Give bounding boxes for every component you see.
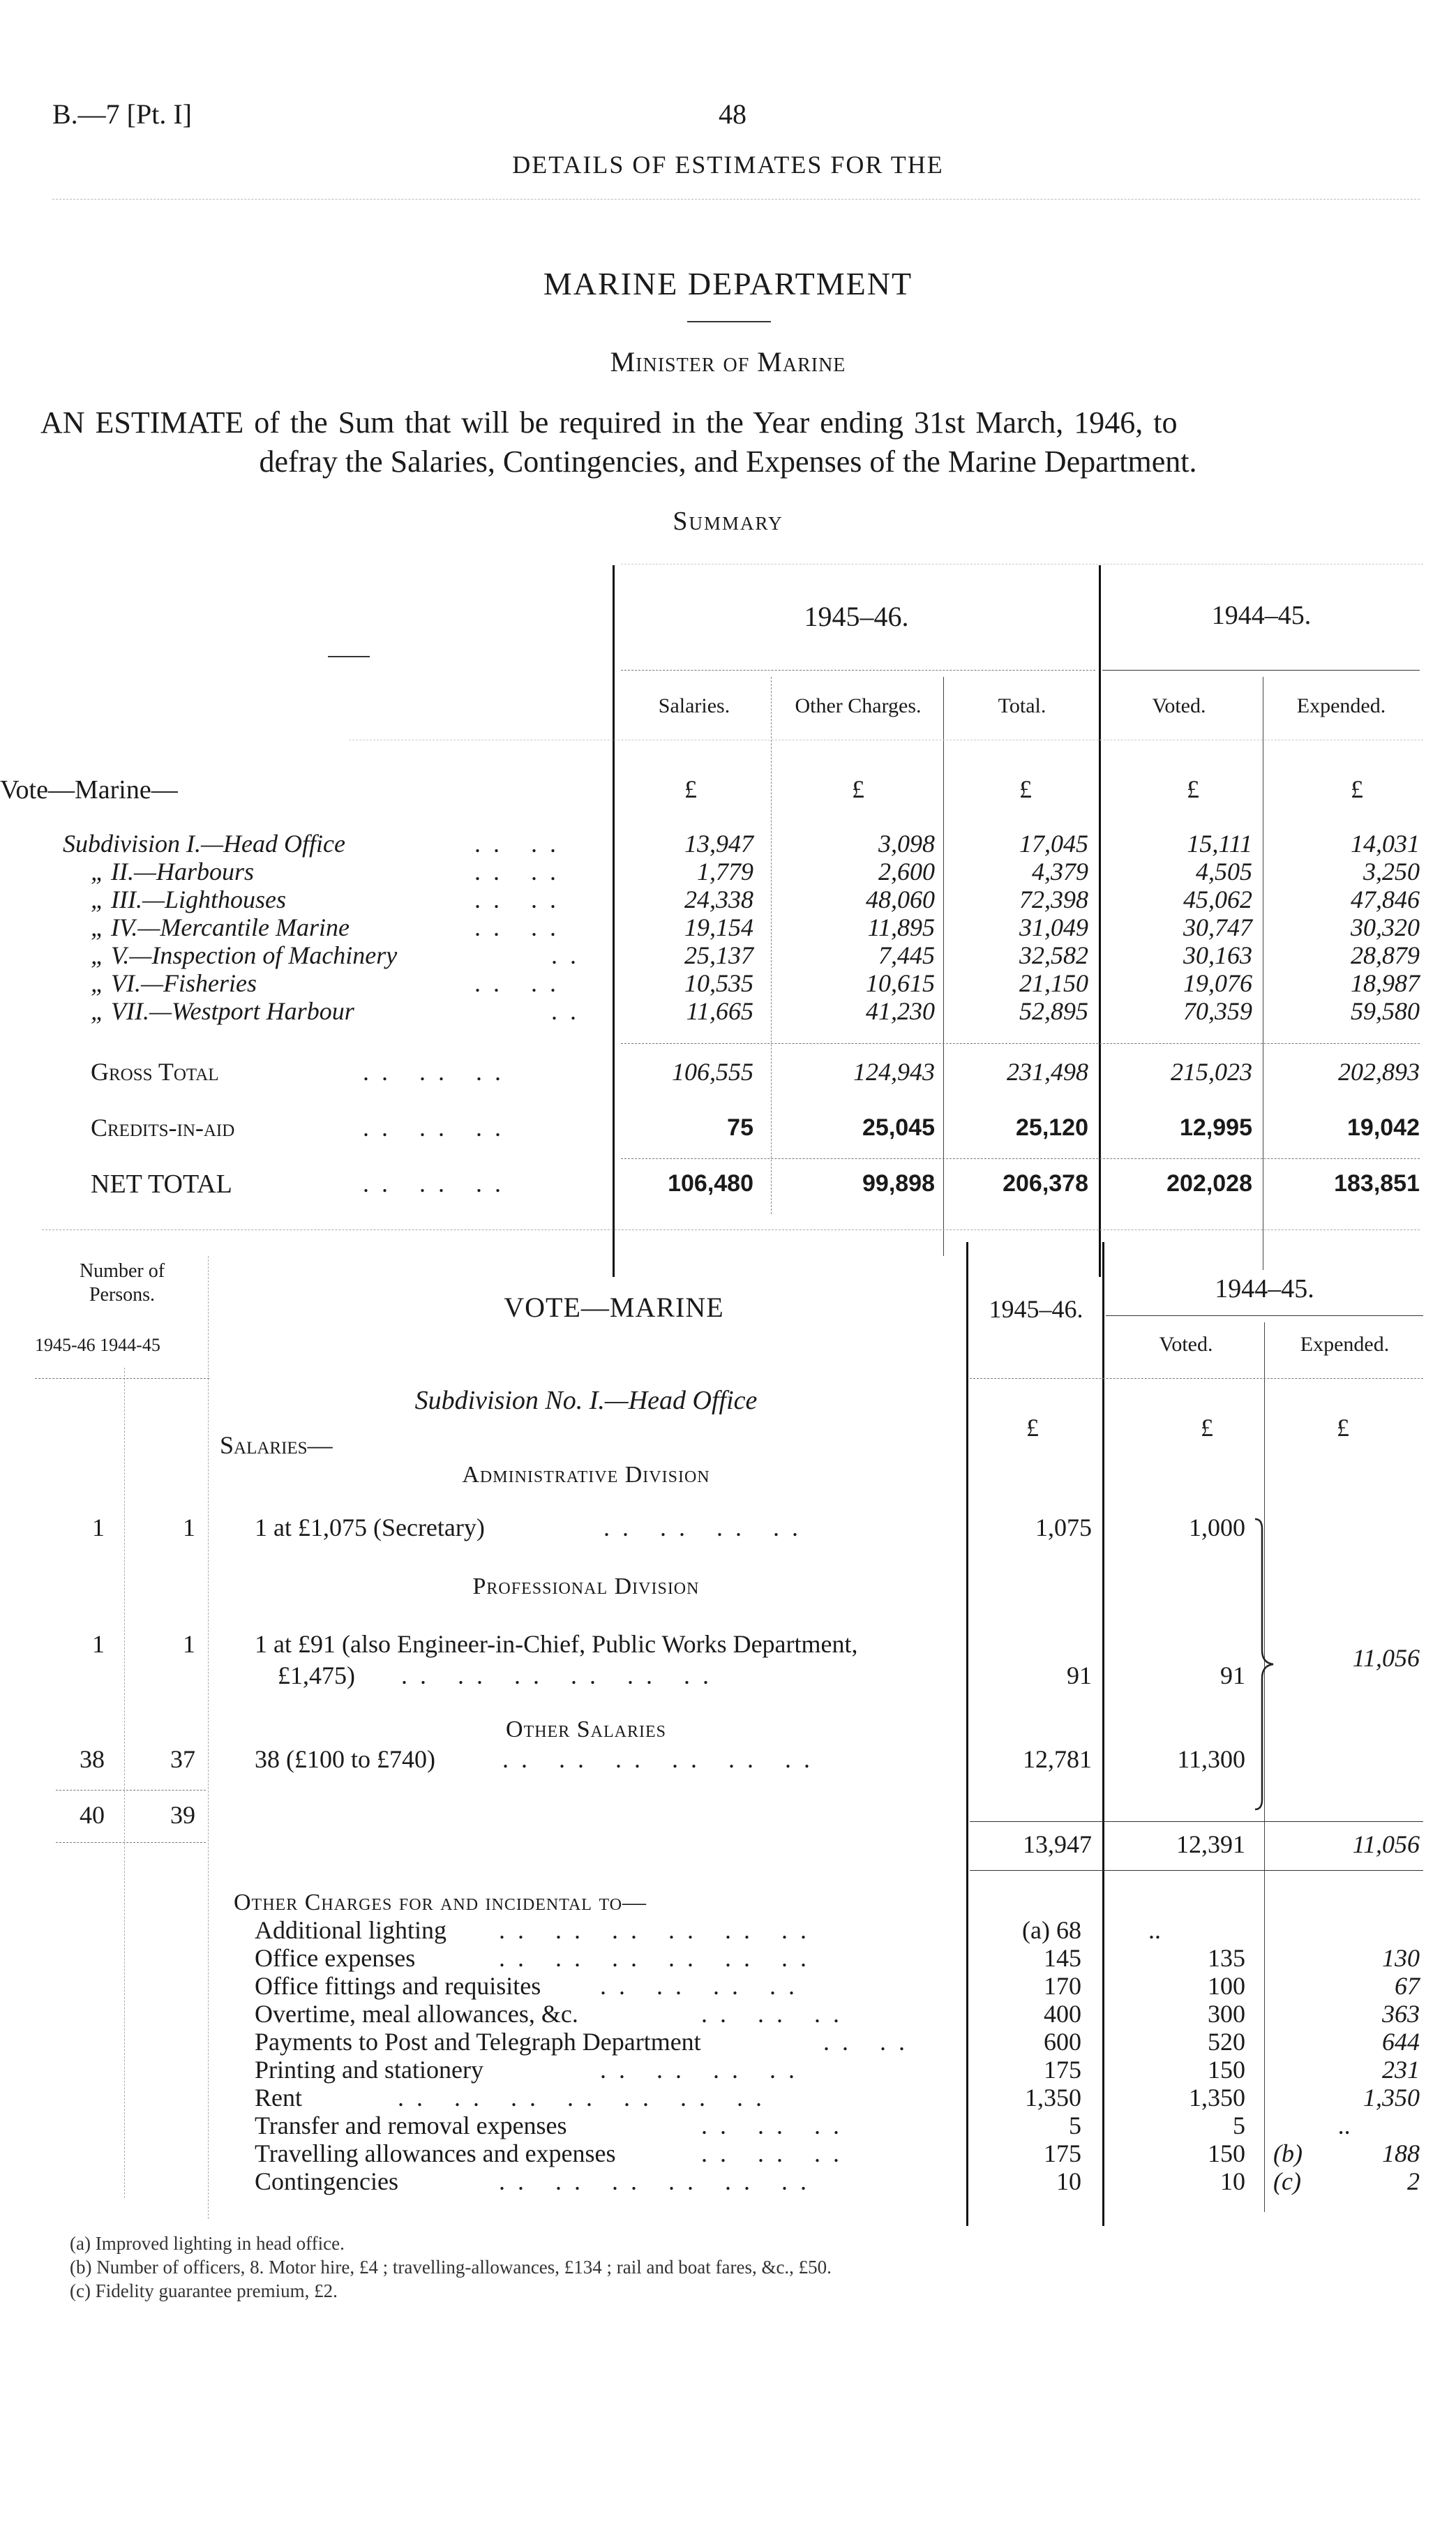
gross-voted: 215,023 — [1171, 1058, 1252, 1086]
summary-row-salaries: 19,154 — [684, 913, 753, 941]
summary-year-current: 1945–46. — [804, 601, 909, 632]
summary-vote-label: Vote—Marine— — [0, 775, 178, 805]
charge-expended: 188 — [1382, 2139, 1420, 2167]
charge-voted: 150 — [1208, 2139, 1245, 2167]
persons-1944: 1 — [183, 1630, 195, 1658]
leader-dots: .. .. .. — [701, 2139, 852, 2167]
leader-dots: .. .. .. .. .. .. — [499, 2167, 819, 2195]
summary-row-label: „ III.—Lighthouses — [91, 885, 287, 913]
summary-row-total: 52,895 — [1019, 997, 1088, 1025]
summary-row-total: 72,398 — [1019, 885, 1088, 913]
summary-col-voted: Voted. — [1152, 694, 1206, 717]
detail-subdivision: Subdivision No. I.—Head Office — [414, 1386, 758, 1415]
charge-label: Overtime, meal allowances, &c. — [255, 2000, 578, 2028]
charge-voted: .. — [1148, 1916, 1161, 1944]
leader-dots: .. .. .. .. .. .. — [499, 1916, 819, 1944]
summary-row-expended: 30,320 — [1351, 913, 1420, 941]
footnote-a: (a) Improved lighting in head office. — [70, 2233, 345, 2254]
charge-label: Office fittings and requisites — [255, 1972, 541, 2000]
charge-voted: 1,350 — [1189, 2084, 1245, 2112]
summary-row-voted: 45,062 — [1183, 885, 1252, 913]
summary-row-voted: 30,747 — [1183, 913, 1252, 941]
credits-other: 25,045 — [862, 1114, 935, 1141]
summary-row-label: „ II.—Harbours — [91, 858, 255, 885]
page-ref: B.—7 [Pt. I] — [52, 98, 192, 130]
persons-1944: 1 — [183, 1514, 195, 1541]
summary-row-label: „ IV.—Mercantile Marine — [91, 913, 350, 941]
gross-label: Gross Total — [91, 1058, 219, 1086]
leader-dots: .. .. .. .. .. .. — [499, 1944, 819, 1972]
detail-vline-mid — [1102, 1242, 1104, 2226]
charge-label: Rent — [255, 2084, 302, 2112]
charge-label: Office expenses — [255, 1944, 416, 1972]
footnote-b: (b) Number of officers, 8. Motor hire, £4 ; travelling-allowances, £134 ; rail and boat fares, &c., £50. — [70, 2257, 832, 2278]
charge-label: Contingencies — [255, 2167, 398, 2195]
summary-row-other: 11,895 — [867, 913, 935, 941]
detail-persons-right — [208, 1256, 209, 2219]
admin-division: Administrative Division — [462, 1462, 710, 1488]
charge-note: (b) — [1273, 2139, 1303, 2167]
persons-1945: 38 — [80, 1745, 105, 1773]
charge-current: 145 — [1044, 1944, 1081, 1972]
title-rule — [687, 321, 771, 322]
charge-current: 600 — [1044, 2028, 1081, 2056]
summary-title: Summary — [673, 507, 783, 536]
leader-dots: .. .. .. — [363, 1169, 513, 1197]
charge-current: 175 — [1044, 2056, 1081, 2084]
charge-label: Printing and stationery — [255, 2056, 483, 2084]
gross-salaries: 106,555 — [672, 1058, 753, 1086]
subtotal-top-rule — [970, 1821, 1423, 1822]
summary-row-total: 17,045 — [1019, 830, 1088, 858]
credits-expended: 19,042 — [1347, 1114, 1420, 1141]
persons-label: Number of Persons. — [79, 1260, 165, 1306]
charge-label: Transfer and removal expenses — [255, 2112, 567, 2139]
prof-division: Professional Division — [472, 1574, 700, 1599]
detail-currency-expended: £ — [1337, 1414, 1349, 1442]
department-title: MARINE DEPARTMENT — [543, 266, 913, 301]
charge-current: 5 — [1069, 2112, 1081, 2139]
other-row-voted: 11,300 — [1177, 1745, 1245, 1773]
summary-row-voted: 70,359 — [1183, 997, 1252, 1025]
charge-voted: 520 — [1208, 2028, 1245, 2056]
summary-top-rule — [621, 564, 1423, 565]
summary-row-label: Subdivision I.—Head Office — [63, 830, 345, 858]
leader-dots: .. — [551, 941, 589, 969]
summary-row-other: 41,230 — [866, 997, 935, 1025]
summary-row-other: 3,098 — [878, 830, 935, 858]
leader-dots: .. .. — [474, 830, 569, 858]
summary-row-other: 10,615 — [866, 969, 935, 997]
net-salaries: 106,480 — [668, 1170, 753, 1197]
leader-dots: .. .. .. — [363, 1114, 513, 1142]
subtotal-bottom-rule — [970, 1870, 1423, 1871]
leader-dots: .. .. — [823, 2028, 917, 2056]
charge-current: 10 — [1056, 2167, 1081, 2195]
net-voted: 202,028 — [1166, 1170, 1252, 1197]
leader-dots: .. .. .. .. — [603, 1514, 811, 1541]
summary-row-label: „ V.—Inspection of Machinery — [91, 941, 398, 969]
summary-currency-salaries: £ — [684, 775, 697, 803]
leader-dots: .. .. .. .. .. .. .. — [398, 2084, 774, 2112]
summary-row-total: 21,150 — [1019, 969, 1088, 997]
subtotal-expended: 11,056 — [1352, 1830, 1420, 1858]
detail-currency-voted: £ — [1201, 1414, 1213, 1442]
summary-col-salaries: Salaries. — [658, 694, 730, 717]
summary-row-expended: 14,031 — [1351, 830, 1420, 858]
leader-dots: .. .. .. .. — [600, 2056, 807, 2084]
charge-voted: 100 — [1208, 1972, 1245, 2000]
summary-sep-2 — [943, 677, 944, 1256]
detail-head-rule-3 — [970, 1378, 1423, 1379]
persons-1945: 1 — [92, 1514, 105, 1541]
summary-row-total: 31,049 — [1019, 913, 1088, 941]
summary-row-total: 4,379 — [1032, 858, 1088, 885]
charge-voted: 5 — [1233, 2112, 1245, 2139]
salaries-expended: 11,056 — [1352, 1644, 1420, 1672]
admin-row-label: 1 at £1,075 (Secretary) — [255, 1514, 485, 1541]
leader-dots: .. .. .. .. .. .. — [401, 1661, 721, 1689]
detail-head-rule-2 — [35, 1378, 209, 1379]
summary-row-voted: 4,505 — [1196, 858, 1252, 885]
summary-row-expended: 47,846 — [1351, 885, 1420, 913]
intro-line-1: AN ESTIMATE of the Sum that will be required in the Year ending 31st March, 1946, to — [40, 405, 1178, 440]
summary-currency-total: £ — [1019, 775, 1032, 803]
other-salaries-heading: Other Salaries — [506, 1717, 666, 1742]
gross-other: 124,943 — [853, 1058, 935, 1086]
salaries-heading: Salaries— — [220, 1431, 333, 1459]
summary-row-total: 32,582 — [1019, 941, 1088, 969]
charge-voted: 150 — [1208, 2056, 1245, 2084]
summary-row-voted: 30,163 — [1183, 941, 1252, 969]
admin-row-voted: 1,000 — [1189, 1514, 1245, 1541]
summary-row-label: „ VI.—Fisheries — [91, 969, 257, 997]
summary-row-salaries: 11,665 — [686, 997, 753, 1025]
summary-row-salaries: 10,535 — [684, 969, 753, 997]
net-other: 99,898 — [862, 1170, 935, 1197]
summary-col-total: Total. — [998, 694, 1046, 717]
salaries-brace — [1252, 1518, 1280, 1811]
detail-col-voted: Voted. — [1159, 1333, 1213, 1356]
summary-vline-mid — [1099, 565, 1101, 1277]
net-expended: 183,851 — [1334, 1170, 1420, 1197]
charge-expended: 363 — [1382, 2000, 1420, 2028]
detail-vline-left — [966, 1242, 968, 2226]
summary-row-other: 48,060 — [866, 885, 935, 913]
charge-note: (c) — [1273, 2167, 1301, 2195]
detail-head-rule — [1106, 1315, 1423, 1316]
leader-dots: .. .. .. .. — [600, 1972, 807, 2000]
charge-expended: 67 — [1395, 1972, 1420, 2000]
charge-label: Additional lighting — [255, 1916, 446, 1944]
detail-title: VOTE—MARINE — [504, 1292, 724, 1323]
charge-expended: 644 — [1382, 2028, 1420, 2056]
charge-expended: 2 — [1407, 2167, 1420, 2195]
persons-1944: 37 — [170, 1745, 195, 1773]
subtotal-voted: 12,391 — [1176, 1830, 1245, 1858]
prof-row-voted: 91 — [1220, 1661, 1245, 1689]
detail-persons-sep — [124, 1368, 125, 2198]
credits-total: 25,120 — [1016, 1114, 1088, 1141]
summary-row-salaries: 25,137 — [684, 941, 753, 969]
summary-row-expended: 18,987 — [1351, 969, 1420, 997]
charge-current: 1,350 — [1025, 2084, 1081, 2112]
footnote-c: (c) Fidelity guarantee premium, £2. — [70, 2280, 338, 2301]
net-label: NET TOTAL — [91, 1169, 232, 1199]
charge-expended: 231 — [1382, 2056, 1420, 2084]
summary-head-rule-2 — [1102, 670, 1420, 671]
charge-current: 170 — [1044, 1972, 1081, 2000]
charge-voted: 300 — [1208, 2000, 1245, 2028]
charge-voted: 10 — [1220, 2167, 1245, 2195]
subtotal-current: 13,947 — [1023, 1830, 1092, 1858]
charge-label: Travelling allowances and expenses — [255, 2139, 616, 2167]
credits-label: Credits-in-aid — [91, 1114, 235, 1142]
summary-row-voted: 15,111 — [1187, 830, 1252, 858]
prof-row-label-2: £1,475) — [278, 1661, 355, 1689]
charge-expended: 1,350 — [1363, 2084, 1420, 2112]
persons-years: 1945-46 1944-45 — [35, 1335, 160, 1355]
summary-year-previous: 1944–45. — [1211, 601, 1312, 630]
summary-net-rule — [621, 1158, 1420, 1159]
gross-total: 231,498 — [1007, 1058, 1088, 1086]
detail-currency-current: £ — [1026, 1414, 1039, 1442]
leader-dots: .. — [551, 997, 589, 1025]
summary-row-salaries: 24,338 — [684, 885, 753, 913]
summary-row-salaries: 1,779 — [697, 858, 753, 885]
summary-row-other: 2,600 — [878, 858, 935, 885]
leader-dots: .. .. — [474, 885, 569, 913]
minister-title: Minister of Marine — [610, 346, 846, 378]
leader-dots: .. .. — [474, 969, 569, 997]
summary-row-label: „ VII.—Westport Harbour — [91, 997, 354, 1025]
prof-row-label-1: 1 at £91 (also Engineer-in-Chief, Public Works Department, — [255, 1630, 858, 1658]
leader-dots: .. .. .. — [701, 2000, 852, 2028]
detail-col-current: 1945–46. — [989, 1295, 1083, 1323]
summary-row-expended: 28,879 — [1351, 941, 1420, 969]
page-number: 48 — [719, 98, 746, 130]
charge-expended: 130 — [1382, 1944, 1420, 1972]
summary-currency-other: £ — [852, 775, 864, 803]
summary-gross-rule — [621, 1043, 1420, 1044]
charge-current: 400 — [1044, 2000, 1081, 2028]
credits-salaries: 75 — [727, 1114, 753, 1141]
other-row-current: 12,781 — [1023, 1745, 1092, 1773]
charge-current: (a) 68 — [1022, 1916, 1081, 1944]
other-charges-heading: Other Charges for and incidental to— — [234, 1890, 647, 1915]
leader-dots: .. .. .. — [363, 1058, 513, 1086]
credits-voted: 12,995 — [1180, 1114, 1252, 1141]
summary-dash — [328, 656, 370, 657]
gross-expended: 202,893 — [1338, 1058, 1420, 1086]
summary-sep-1 — [771, 677, 772, 1214]
header-rule — [52, 199, 1420, 200]
net-total: 206,378 — [1003, 1170, 1088, 1197]
summary-col-expended: Expended. — [1296, 694, 1386, 717]
persons-1945: 1 — [92, 1630, 105, 1658]
persons-1945: 40 — [80, 1801, 105, 1829]
charge-voted: 135 — [1208, 1944, 1245, 1972]
summary-row-expended: 3,250 — [1363, 858, 1420, 885]
persons-subtotal-rule — [56, 1790, 206, 1791]
summary-head-rule-1 — [621, 670, 1095, 671]
other-row-label: 38 (£100 to £740) — [255, 1745, 435, 1773]
charge-current: 175 — [1044, 2139, 1081, 2167]
persons-1944: 39 — [170, 1801, 195, 1829]
detail-col-previous: 1944–45. — [1215, 1274, 1314, 1303]
summary-row-voted: 19,076 — [1183, 969, 1252, 997]
charge-expended: .. — [1338, 2112, 1351, 2139]
page-heading: DETAILS OF ESTIMATES FOR THE — [512, 151, 944, 179]
persons-bottom-rule — [56, 1842, 206, 1843]
summary-row-salaries: 13,947 — [684, 830, 753, 858]
admin-row-current: 1,075 — [1035, 1514, 1092, 1541]
summary-row-expended: 59,580 — [1351, 997, 1420, 1025]
prof-row-current: 91 — [1067, 1661, 1092, 1689]
detail-col-expended: Expended. — [1300, 1333, 1390, 1356]
summary-currency-expended: £ — [1351, 775, 1363, 803]
leader-dots: .. .. — [474, 858, 569, 885]
summary-col-other: Other Charges. — [795, 694, 922, 717]
summary-row-other: 7,445 — [878, 941, 935, 969]
leader-dots: .. .. .. — [701, 2112, 852, 2139]
leader-dots: .. .. .. .. .. .. — [502, 1745, 823, 1773]
leader-dots: .. .. — [474, 913, 569, 941]
intro-line-2: defray the Salaries, Contingencies, and Expenses of the Marine Department. — [259, 444, 1197, 479]
summary-currency-voted: £ — [1187, 775, 1199, 803]
charge-label: Payments to Post and Telegraph Department — [255, 2028, 701, 2056]
